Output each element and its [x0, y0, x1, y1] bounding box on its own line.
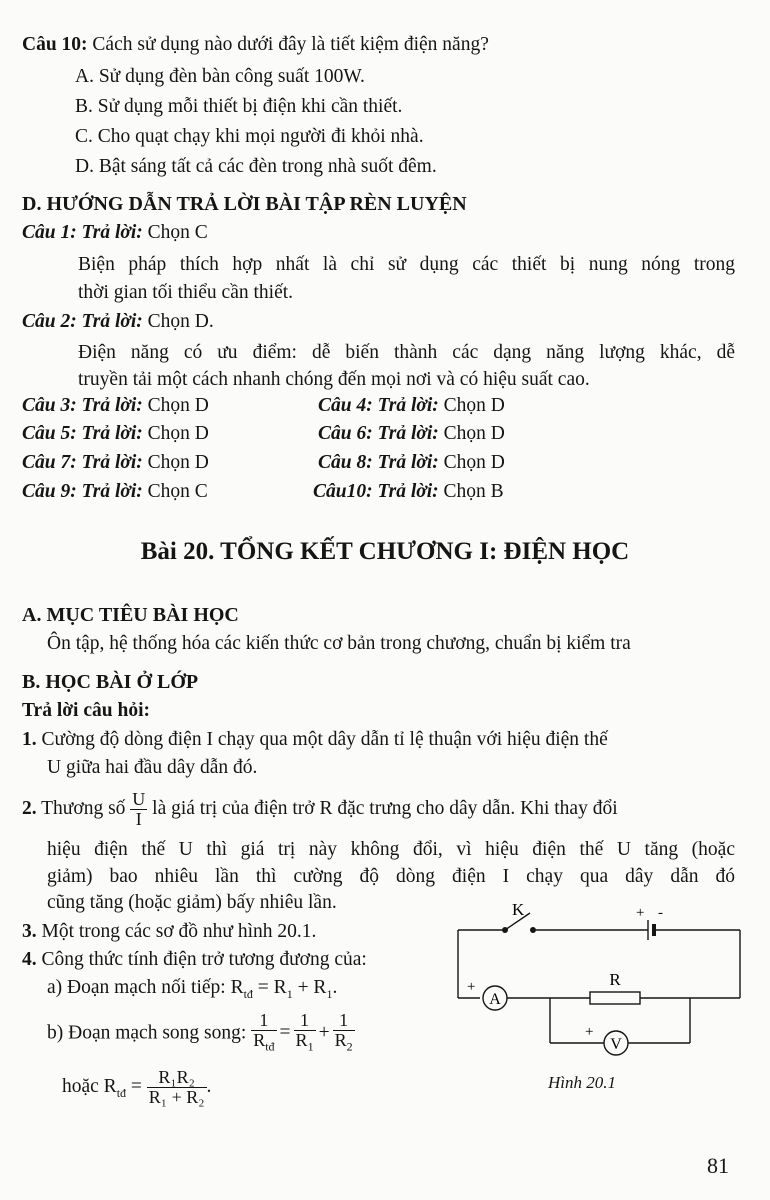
fraction-denominator	[294, 1031, 316, 1057]
sub-td: tđ	[243, 986, 253, 1001]
sub-td: tđ	[265, 1039, 275, 1054]
figure-caption: Hình 20.1	[548, 1073, 616, 1092]
r-symbol: R	[334, 1030, 347, 1050]
q10-text: Cách sử dụng nào dưới đây là tiết kiệm điện năng?	[87, 34, 489, 55]
lesson-title: Bài 20. TỔNG KẾT CHƯƠNG I: ĐIỆN HỌC	[140, 538, 630, 565]
q10-label: Câu 10:	[22, 34, 88, 55]
ammeter-plus-sign: +	[467, 979, 476, 995]
answer-2	[22, 310, 214, 334]
answer-label: Câu10: Trả lời:	[313, 481, 439, 502]
answer-4	[318, 394, 505, 418]
item-2-line-4: cũng tăng (hoặc giảm) bấy nhiêu lần.	[47, 892, 337, 913]
section-a-title: A. MỤC TIÊU BÀI HỌC	[22, 604, 239, 626]
answer-2-line-2: truyền tải một cách nhanh chóng đến mọi nơi và có hiệu suất cao.	[78, 369, 590, 390]
section-a-text: Ôn tập, hệ thống hóa các kiến thức cơ bản trong chương, chuẩn bị kiểm tra	[47, 633, 631, 654]
item-3-text: Một trong các sơ đồ như hình 20.1.	[36, 921, 317, 942]
r1r2-over-sum-fraction	[147, 1068, 207, 1107]
switch-contact-right	[530, 927, 536, 933]
item-3-number: 3.	[22, 921, 37, 942]
formula-parallel	[47, 1011, 355, 1057]
alt-label: hoặc R	[62, 1076, 117, 1097]
answer-choice: Chọn D	[438, 395, 505, 416]
answers-heading: Trả lời câu hỏi:	[22, 700, 150, 721]
alt-eq: =	[126, 1076, 147, 1097]
item-1-text: Cường độ dòng điện I chạy qua một dây dẫn tỉ lệ thuận với hiệu điện thế	[36, 729, 608, 750]
page-number: 81	[707, 1153, 729, 1178]
item-1-number: 1.	[22, 729, 37, 750]
answer-2-line-1: Điện năng có ưu điểm: dễ biến thành các dạng năng lượng khác, dễ	[78, 342, 735, 363]
answer-label: Câu 6: Trả lời:	[318, 423, 439, 444]
fraction-1-over-r1	[294, 1011, 316, 1057]
answer-label: Câu 8: Trả lời:	[318, 452, 439, 473]
item-1-line-1	[22, 728, 608, 752]
answer-8	[318, 451, 505, 475]
sub-1: 1	[307, 1039, 314, 1054]
section-b-title: B. HỌC BÀI Ở LỚP	[22, 671, 199, 693]
switch-label: K	[512, 900, 525, 919]
battery-plus-sign: +	[636, 905, 645, 921]
item-4-text: Công thức tính điện trở tương đương của:	[36, 949, 367, 970]
answer-choice: Chọn D	[438, 423, 505, 444]
item-2-line-1	[22, 787, 618, 831]
series-eq: = R	[252, 977, 287, 998]
alt-end: .	[206, 1076, 212, 1097]
series-end: .	[332, 977, 338, 998]
answer-label: Câu 4: Trả lời:	[318, 395, 439, 416]
answer-1-line-2: thời gian tối thiểu cần thiết.	[78, 282, 294, 303]
fraction-numerator: R₁R₂	[147, 1068, 207, 1088]
q10-option-b: B. Sử dụng mỗi thiết bị điện khi cần thiết.	[75, 96, 403, 117]
answer-1-label: Câu 1: Trả lời:	[22, 222, 143, 243]
fraction-numerator: 1	[294, 1011, 316, 1031]
answer-choice: Chọn C	[142, 481, 208, 502]
ammeter-label: A	[489, 991, 501, 1008]
voltmeter-plus-sign: +	[585, 1024, 594, 1040]
answer-7	[22, 451, 209, 475]
answer-label: Câu 5: Trả lời:	[22, 423, 143, 444]
answer-2-choice: Chọn D.	[142, 311, 214, 332]
voltmeter-label: V	[610, 1036, 622, 1053]
item-2-text-post: là giá trị của điện trở R đặc trưng cho dây dẫn. Khi thay đổi	[147, 798, 618, 819]
r-symbol: R	[253, 1030, 266, 1050]
item-2-number: 2.	[22, 798, 37, 819]
item-4	[22, 948, 367, 972]
answer-label: Câu 9: Trả lời:	[22, 481, 143, 502]
answer-1-line-1: Biện pháp thích hợp nhất là chỉ sử dụng các thiết bị nung nóng trong	[78, 254, 735, 275]
q10-option-a: A. Sử dụng đèn bàn công suất 100W.	[75, 66, 365, 87]
item-1-line-2: U giữa hai đầu dây dẫn đó.	[47, 757, 258, 778]
plus-sign: +	[318, 1022, 330, 1044]
answer-9	[22, 480, 208, 504]
answer-label: Câu 3: Trả lời:	[22, 395, 143, 416]
fraction-1-over-rtd	[251, 1011, 276, 1057]
q10-option-d: D. Bật sáng tất cả các đèn trong nhà suốt đêm.	[75, 156, 437, 177]
answer-1-choice: Chọn C	[142, 222, 208, 243]
parallel-label: b) Đoạn mạch song song:	[47, 1022, 252, 1044]
fraction-denominator	[251, 1031, 276, 1057]
fraction-numerator: U	[132, 789, 146, 810]
fraction-denominator: R₁ + R₂	[148, 1087, 205, 1108]
item-2-line-2: hiệu điện thế U thì giá trị này không đổi, vì hiệu điện thế U tăng (hoặc	[47, 839, 735, 860]
sub-2: 2	[346, 1039, 353, 1054]
answer-choice: Chọn D	[142, 452, 209, 473]
answer-10	[313, 480, 504, 504]
u-over-i-fraction	[130, 790, 147, 829]
answer-choice: Chọn D	[142, 395, 209, 416]
series-plus: + R	[292, 977, 327, 998]
answer-1	[22, 221, 208, 245]
fraction-denominator	[333, 1031, 355, 1057]
resistor-label: R	[609, 970, 621, 989]
fraction-numerator: 1	[333, 1011, 355, 1031]
answer-choice: Chọn D	[438, 452, 505, 473]
item-2-text-pre: Thương số	[36, 798, 131, 819]
answer-5	[22, 422, 209, 446]
fraction-denominator: I	[135, 809, 142, 830]
fraction-1-over-r2	[333, 1011, 355, 1057]
section-d-title: D. HƯỚNG DẪN TRẢ LỜI BÀI TẬP RÈN LUYỆN	[22, 193, 467, 215]
circuit-diagram	[450, 900, 750, 1100]
item-2-line-3: giảm) bao nhiêu lần thì cường độ dòng điện I chạy qua dây dẫn đó	[47, 866, 735, 887]
answer-6	[318, 422, 505, 446]
sub-td: tđ	[116, 1085, 127, 1100]
fraction-numerator: 1	[251, 1011, 276, 1031]
answer-3	[22, 394, 209, 418]
formula-series	[47, 976, 337, 1006]
formula-alt	[62, 1064, 211, 1116]
item-3	[22, 920, 316, 944]
q10-stem	[22, 33, 489, 57]
resistor	[590, 992, 640, 1004]
q10-option-c: C. Cho quạt chạy khi mọi người đi khỏi nhà.	[75, 126, 424, 147]
answer-2-label: Câu 2: Trả lời:	[22, 311, 143, 332]
item-4-number: 4.	[22, 949, 37, 970]
battery-minus-sign: -	[658, 905, 663, 921]
answer-choice: Chọn D	[142, 423, 209, 444]
sub-1: 1	[326, 986, 333, 1001]
series-label: a) Đoạn mạch nối tiếp: R	[47, 977, 244, 998]
r-symbol: R	[295, 1030, 308, 1050]
equals-sign: =	[279, 1022, 291, 1044]
answer-label: Câu 7: Trả lời:	[22, 452, 143, 473]
answer-choice: Chọn B	[438, 481, 504, 502]
sub-1: 1	[286, 986, 293, 1001]
